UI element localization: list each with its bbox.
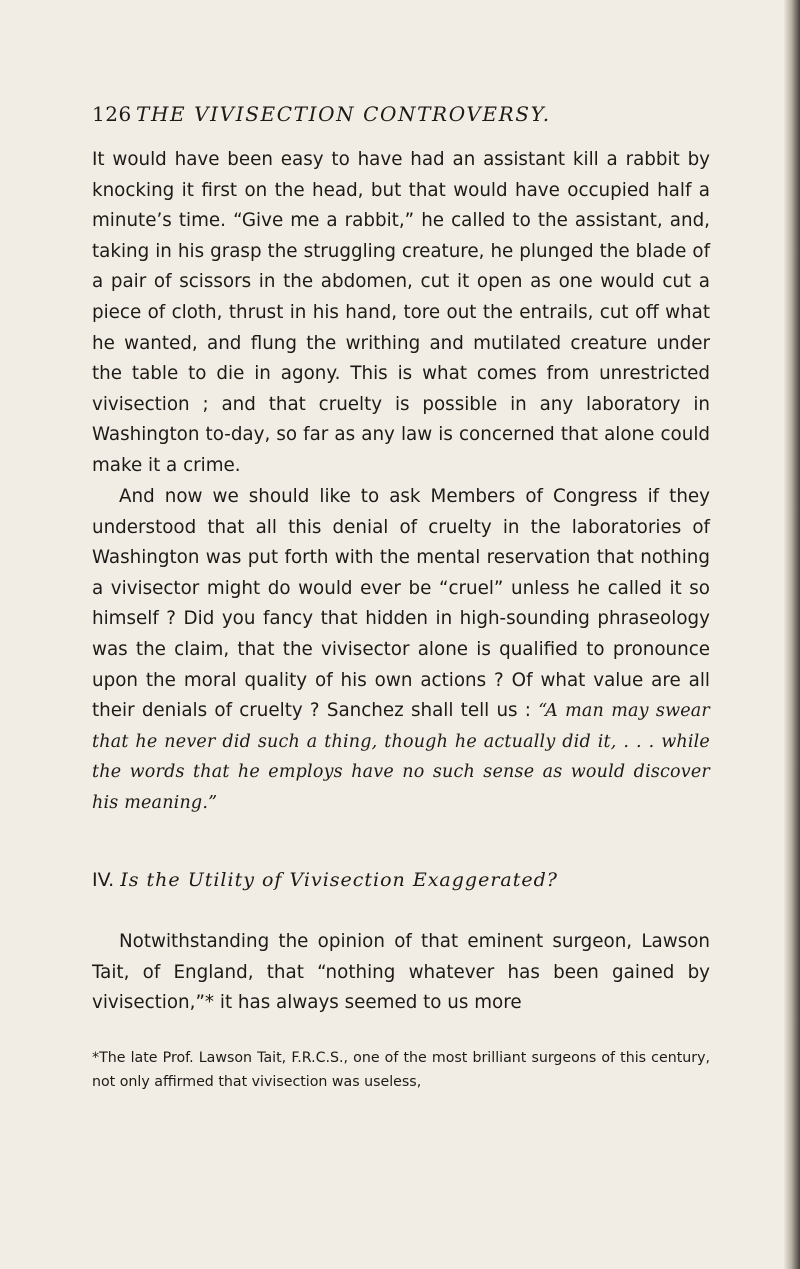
running-title: THE VIVISECTION CONTROVERSY. xyxy=(136,102,551,126)
running-header xyxy=(92,102,732,134)
paragraph-congress-lead: And now we should like to ask Members of Congress if they understood that all this denial of cruelty in the laboratories of Washington was put forth with the mental reservation that nothing a vivisector might do would ever be “cruel” unless he called it so himself ? Did you fancy that hidden in high-sounding phraseology was the claim, that the vivisector alone is qualified to pronounce upon the moral quality of his own actions ? Of what value are all their denials of cruelty ? Sanchez shall tell us : xyxy=(92,486,710,722)
section-number: IV. xyxy=(92,869,115,891)
page-edge-shadow xyxy=(784,0,800,1269)
section-heading xyxy=(92,869,558,891)
paragraph-tait-text: Notwithstanding the opinion of that eminent surgeon, Lawson Tait, of England, that “nothing whatever has been gained by vivisection,”* it has always seemed to us more xyxy=(92,931,710,1014)
paragraph-tait xyxy=(92,927,710,1019)
page-number: 126 xyxy=(92,102,132,126)
footnote: *The late Prof. Lawson Tait, F.R.C.S., one of the most brilliant surgeons of this century, not only affirmed that vivisection was useless, xyxy=(92,1050,710,1090)
sanchez-quote: “A man may swear that he never did such a thing, though he actually did it, . . . while the words that he employs have no such sense as would discover his meaning.” xyxy=(92,701,711,813)
paragraph-rabbit-text: It would have been easy to have had an assistant kill a rabbit by knocking it first on the head, but that would have occupied half a minute’s time. “Give me a rabbit,” he called to the assistant, and, taking in his grasp the struggling creature, he plunged the blade of a pair of scissors in the abdomen, cut it open as one would cut a piece of cloth, thrust in his hand, tore out the entrails, cut off what he wanted, and flung the writhing and mutilated creature under the table to die in agony. This is what comes from unrestricted vivisection ; and that cruelty is possible in any laboratory in Washington to-day, so far as any law is concerned that alone could make it a crime. xyxy=(92,149,710,476)
paragraph-congress xyxy=(92,482,710,819)
section-title: Is the Utility of Vivisection Exaggerated? xyxy=(120,869,558,891)
paragraph-congress-text xyxy=(92,482,710,819)
paragraph-rabbit xyxy=(92,145,710,482)
